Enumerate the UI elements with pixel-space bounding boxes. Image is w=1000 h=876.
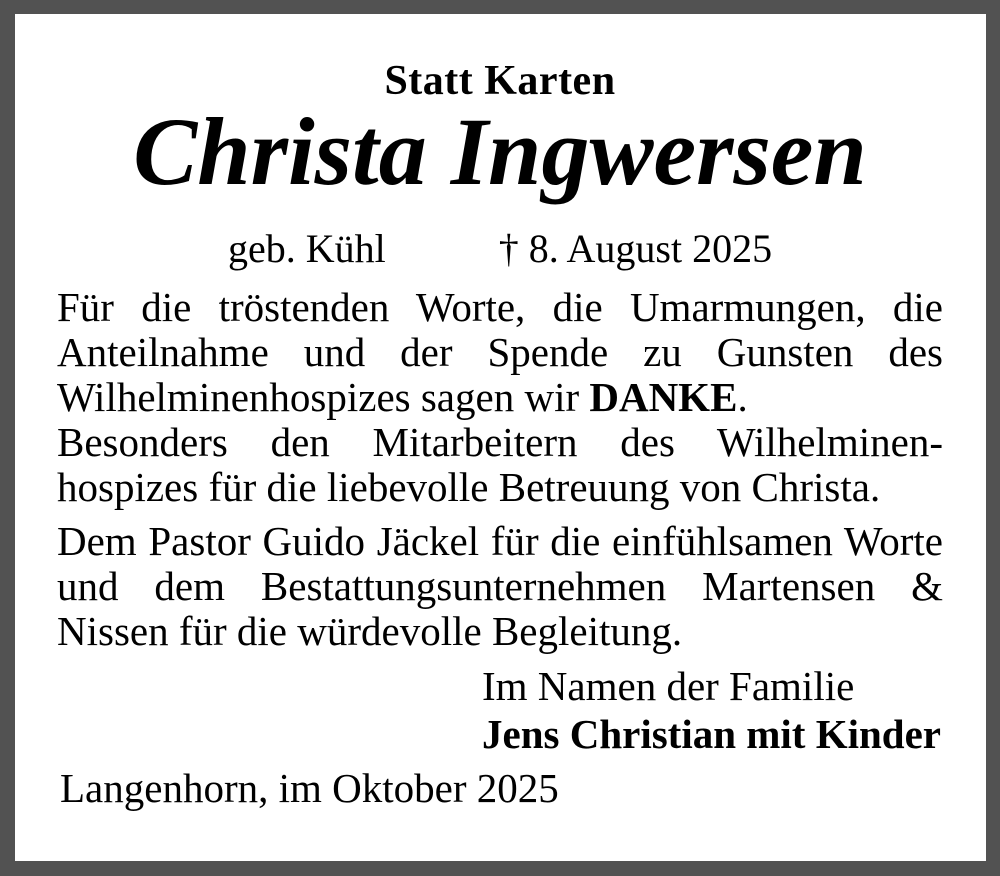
birth-name: geb. Kühl xyxy=(227,226,386,271)
place-date: Langenhorn, im Oktober 2025 xyxy=(60,765,559,811)
closing-line: Im Namen der Familie xyxy=(482,663,855,709)
closing-block xyxy=(482,662,941,758)
body-line xyxy=(57,375,943,420)
deceased-name: Christa Ingwersen xyxy=(133,98,867,205)
body-line: Nissen für die würdevolle Begleitung. xyxy=(57,608,683,654)
danke-emphasis: DANKE xyxy=(589,374,738,420)
body-line: Für die tröstenden Worte, die Umarmungen, die xyxy=(57,284,943,330)
body-line: und dem Bestattungsunternehmen Martensen & xyxy=(57,563,943,609)
danke-period: . xyxy=(737,374,748,420)
death-date: 8. August 2025 xyxy=(528,226,773,271)
pre-title: Statt Karten xyxy=(384,58,616,104)
body-line: Anteilnahme und der Spende zu Gunsten des xyxy=(57,329,943,375)
death-date-group xyxy=(498,226,773,271)
danke-prefix: Wilhelminenhospizes sagen wir xyxy=(57,374,590,420)
dagger-icon: † xyxy=(498,226,519,271)
thanks-text-block xyxy=(57,285,943,654)
body-line: Dem Pastor Guido Jäckel für die einfühlsamen Worte xyxy=(57,518,943,564)
name-sub-row xyxy=(0,226,1000,271)
body-line: hospizes für die liebevolle Betreuung von Christa. xyxy=(57,464,881,510)
body-line: Besonders den Mitarbeitern des Wilhelminen- xyxy=(57,419,943,465)
family-signature: Jens Christian mit Kinder xyxy=(482,711,941,757)
